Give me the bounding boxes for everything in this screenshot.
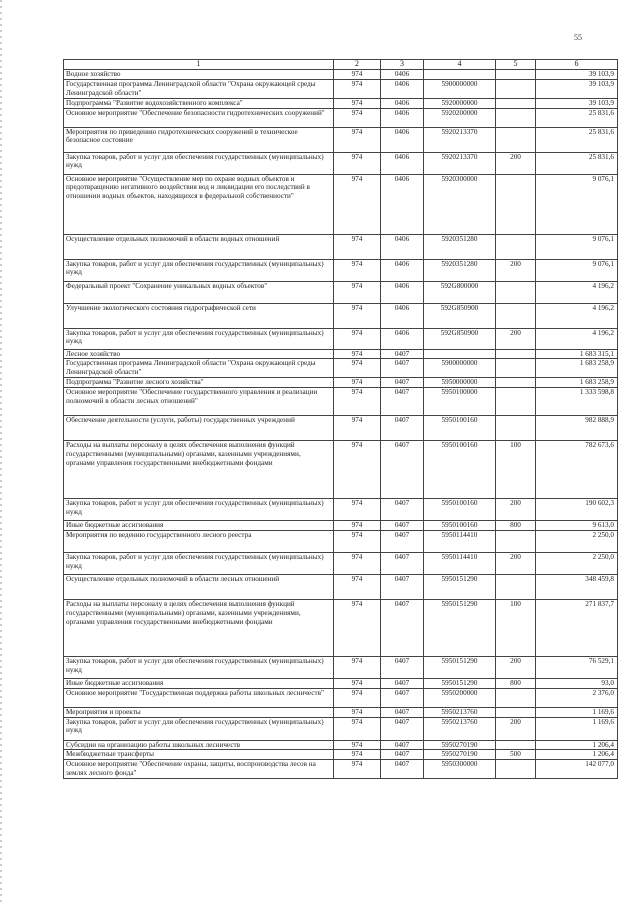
row-csr: 5950151290 bbox=[424, 574, 496, 599]
table-row bbox=[64, 416, 618, 441]
row-section: 0407 bbox=[381, 521, 424, 531]
row-vr bbox=[496, 378, 536, 388]
row-section: 0406 bbox=[381, 174, 424, 234]
row-csr: 5950000000 bbox=[424, 378, 496, 388]
row-vr: 500 bbox=[496, 750, 536, 760]
row-amount: 348 459,8 bbox=[536, 574, 618, 599]
row-section: 0406 bbox=[381, 152, 424, 174]
row-amount: 25 831,6 bbox=[536, 108, 618, 127]
row-amount: 1 206,4 bbox=[536, 740, 618, 750]
row-csr: 5950213760 bbox=[424, 717, 496, 740]
row-csr: 5920351280 bbox=[424, 234, 496, 259]
row-amount: 1 683 315,1 bbox=[536, 349, 618, 359]
row-amount: 1 683 258,9 bbox=[536, 378, 618, 388]
row-gr: 974 bbox=[334, 416, 381, 441]
row-section: 0407 bbox=[381, 378, 424, 388]
row-gr: 974 bbox=[334, 234, 381, 259]
row-csr: 5920000000 bbox=[424, 98, 496, 108]
row-amount: 93,0 bbox=[536, 678, 618, 688]
row-vr: 200 bbox=[496, 552, 536, 574]
row-vr: 800 bbox=[496, 521, 536, 531]
row-csr: 5950100160 bbox=[424, 441, 496, 499]
row-name: Иные бюджетные ассигнования bbox=[64, 678, 334, 688]
row-section: 0406 bbox=[381, 108, 424, 127]
row-section: 0407 bbox=[381, 717, 424, 740]
row-gr: 974 bbox=[334, 98, 381, 108]
row-vr bbox=[496, 281, 536, 303]
row-name: Подпрограмма "Развитие водохозяйственного комплекса" bbox=[64, 98, 334, 108]
header-col-name: 1 bbox=[64, 60, 334, 70]
row-csr: 592G850900 bbox=[424, 303, 496, 328]
row-amount: 39 103,9 bbox=[536, 79, 618, 98]
row-name: Основное мероприятие "Обеспечение безопасности гидротехнических сооружений" bbox=[64, 108, 334, 127]
row-amount: 271 837,7 bbox=[536, 599, 618, 656]
table-row bbox=[64, 552, 618, 574]
row-gr: 974 bbox=[334, 281, 381, 303]
row-gr: 974 bbox=[334, 174, 381, 234]
row-name: Основное мероприятие "Обеспечение охраны, защиты, воспроизводства лесов на землях лесного фонда" bbox=[64, 760, 334, 779]
row-amount: 190 602,3 bbox=[536, 499, 618, 521]
row-vr bbox=[496, 416, 536, 441]
table-row bbox=[64, 349, 618, 359]
row-name: Субсидии на организацию работы школьных лесничеств bbox=[64, 740, 334, 750]
row-gr: 974 bbox=[334, 707, 381, 717]
row-name: Государственная программа Ленинградской области "Охрана окружающей среды Ленинградской области" bbox=[64, 359, 334, 378]
table-row bbox=[64, 750, 618, 760]
row-vr bbox=[496, 688, 536, 707]
row-gr: 974 bbox=[334, 108, 381, 127]
table-header-row bbox=[64, 60, 618, 70]
table-row bbox=[64, 127, 618, 152]
row-amount: 142 077,0 bbox=[536, 760, 618, 779]
row-csr: 5950100160 bbox=[424, 499, 496, 521]
row-amount: 1 683 258,9 bbox=[536, 359, 618, 378]
row-gr: 974 bbox=[334, 760, 381, 779]
row-csr: 5920213370 bbox=[424, 152, 496, 174]
row-amount: 782 673,6 bbox=[536, 441, 618, 499]
table-body bbox=[64, 70, 618, 779]
table-row bbox=[64, 521, 618, 531]
row-section: 0406 bbox=[381, 234, 424, 259]
row-amount: 4 196,2 bbox=[536, 328, 618, 349]
row-name: Лесное хозяйство bbox=[64, 349, 334, 359]
row-vr: 200 bbox=[496, 499, 536, 521]
row-section: 0407 bbox=[381, 707, 424, 717]
row-vr bbox=[496, 574, 536, 599]
row-amount: 2 376,0 bbox=[536, 688, 618, 707]
row-vr bbox=[496, 359, 536, 378]
row-vr bbox=[496, 108, 536, 127]
row-amount: 2 250,0 bbox=[536, 552, 618, 574]
row-section: 0407 bbox=[381, 574, 424, 599]
row-vr: 200 bbox=[496, 717, 536, 740]
row-amount: 25 831,6 bbox=[536, 152, 618, 174]
row-amount: 76 529,1 bbox=[536, 656, 618, 678]
row-gr: 974 bbox=[334, 79, 381, 98]
row-vr: 100 bbox=[496, 441, 536, 499]
row-section: 0406 bbox=[381, 79, 424, 98]
row-csr: 5920300000 bbox=[424, 174, 496, 234]
row-amount: 9 076,1 bbox=[536, 259, 618, 281]
row-vr bbox=[496, 707, 536, 717]
row-amount: 4 196,2 bbox=[536, 303, 618, 328]
row-section: 0407 bbox=[381, 530, 424, 552]
row-name: Закупка товаров, работ и услуг для обеспечения государственных (муниципальных) нужд bbox=[64, 552, 334, 574]
row-vr bbox=[496, 303, 536, 328]
table-row bbox=[64, 599, 618, 656]
table-row bbox=[64, 359, 618, 378]
row-csr: 5950100160 bbox=[424, 416, 496, 441]
row-vr: 200 bbox=[496, 656, 536, 678]
row-gr: 974 bbox=[334, 574, 381, 599]
row-csr: 5950200000 bbox=[424, 688, 496, 707]
row-gr: 974 bbox=[334, 750, 381, 760]
row-amount: 25 831,6 bbox=[536, 127, 618, 152]
table-row bbox=[64, 688, 618, 707]
row-name: Закупка товаров, работ и услуг для обеспечения государственных (муниципальных) нужд bbox=[64, 656, 334, 678]
row-name: Мероприятия и проекты bbox=[64, 707, 334, 717]
row-name: Закупка товаров, работ и услуг для обеспечения государственных (муниципальных) нужд bbox=[64, 717, 334, 740]
table-row bbox=[64, 656, 618, 678]
row-csr: 5950100000 bbox=[424, 388, 496, 416]
row-section: 0407 bbox=[381, 678, 424, 688]
row-name: Мероприятия по приведению гидротехнических сооружений в техническое безопасное состояние bbox=[64, 127, 334, 152]
row-csr: 5900000000 bbox=[424, 359, 496, 378]
table-row bbox=[64, 678, 618, 688]
row-name: Осуществление отдельных полномочий в области лесных отношений bbox=[64, 574, 334, 599]
row-amount: 4 196,2 bbox=[536, 281, 618, 303]
row-name: Закупка товаров, работ и услуг для обеспечения государственных (муниципальных) нужд bbox=[64, 152, 334, 174]
row-vr: 200 bbox=[496, 259, 536, 281]
row-vr: 200 bbox=[496, 152, 536, 174]
row-amount: 39 103,9 bbox=[536, 98, 618, 108]
table-row bbox=[64, 234, 618, 259]
header-col-vr: 5 bbox=[496, 60, 536, 70]
table-row bbox=[64, 108, 618, 127]
table-row bbox=[64, 499, 618, 521]
row-section: 0407 bbox=[381, 760, 424, 779]
row-gr: 974 bbox=[334, 678, 381, 688]
row-csr bbox=[424, 349, 496, 359]
row-csr: 5950270190 bbox=[424, 750, 496, 760]
row-csr: 5950270190 bbox=[424, 740, 496, 750]
row-amount: 9 076,1 bbox=[536, 174, 618, 234]
table-row bbox=[64, 303, 618, 328]
row-vr bbox=[496, 760, 536, 779]
row-gr: 974 bbox=[334, 717, 381, 740]
table-row bbox=[64, 760, 618, 779]
row-gr: 974 bbox=[334, 530, 381, 552]
row-amount: 1 333 598,8 bbox=[536, 388, 618, 416]
row-name: Расходы на выплаты персоналу в целях обеспечения выполнения функций государственными (муниципальными) органами, казенными учреждениями, органами управления государственными внебюджетными фондами bbox=[64, 599, 334, 656]
row-csr: 5950114410 bbox=[424, 530, 496, 552]
row-name: Осуществление отдельных полномочий в области водных отношений bbox=[64, 234, 334, 259]
budget-table bbox=[63, 59, 618, 779]
row-section: 0406 bbox=[381, 303, 424, 328]
table-row bbox=[64, 259, 618, 281]
table-row bbox=[64, 281, 618, 303]
table-row bbox=[64, 328, 618, 349]
row-name: Государственная программа Ленинградской области "Охрана окружающей среды Ленинградской области" bbox=[64, 79, 334, 98]
row-amount: 1 169,6 bbox=[536, 707, 618, 717]
row-gr: 974 bbox=[334, 359, 381, 378]
row-section: 0407 bbox=[381, 656, 424, 678]
row-amount: 39 103,9 bbox=[536, 70, 618, 80]
table-row bbox=[64, 740, 618, 750]
row-section: 0407 bbox=[381, 688, 424, 707]
row-vr bbox=[496, 388, 536, 416]
row-gr: 974 bbox=[334, 499, 381, 521]
row-gr: 974 bbox=[334, 388, 381, 416]
row-name: Обеспечение деятельности (услуги, работы) государственных учреждений bbox=[64, 416, 334, 441]
row-vr bbox=[496, 349, 536, 359]
row-gr: 974 bbox=[334, 303, 381, 328]
header-col-gr: 2 bbox=[334, 60, 381, 70]
header-col-amount: 6 bbox=[536, 60, 618, 70]
row-csr: 5950151290 bbox=[424, 656, 496, 678]
row-gr: 974 bbox=[334, 152, 381, 174]
table-row bbox=[64, 152, 618, 174]
row-section: 0406 bbox=[381, 328, 424, 349]
row-name: Основное мероприятие "Осуществление мер по охране водных объектов и предотвращению негативного воздействия вод и ликвидации его последствий в отношении водных объектов, находящихся в федеральной собственности" bbox=[64, 174, 334, 234]
row-gr: 974 bbox=[334, 378, 381, 388]
table-row bbox=[64, 707, 618, 717]
row-csr: 592G850900 bbox=[424, 328, 496, 349]
table-row bbox=[64, 717, 618, 740]
row-section: 0407 bbox=[381, 441, 424, 499]
row-name: Закупка товаров, работ и услуг для обеспечения государственных (муниципальных) нужд bbox=[64, 259, 334, 281]
header-col-section: 3 bbox=[381, 60, 424, 70]
row-name: Мероприятия по ведению государственного лесного реестра bbox=[64, 530, 334, 552]
row-name: Основное мероприятие "Обеспечение государственного управления и реализации полномочий в области лесных отношений" bbox=[64, 388, 334, 416]
row-amount: 1 169,6 bbox=[536, 717, 618, 740]
row-name: Улучшение экологического состояния гидрографической сети bbox=[64, 303, 334, 328]
table-row bbox=[64, 574, 618, 599]
row-name: Основное мероприятие "Государственная поддержка работы школьных лесничеств" bbox=[64, 688, 334, 707]
header-col-csr: 4 bbox=[424, 60, 496, 70]
row-name: Закупка товаров, работ и услуг для обеспечения государственных (муниципальных) нужд bbox=[64, 499, 334, 521]
row-csr: 5920213370 bbox=[424, 127, 496, 152]
row-section: 0407 bbox=[381, 740, 424, 750]
table-row bbox=[64, 70, 618, 80]
row-section: 0407 bbox=[381, 349, 424, 359]
row-name: Иные бюджетные ассигнования bbox=[64, 521, 334, 531]
table-row bbox=[64, 98, 618, 108]
row-section: 0407 bbox=[381, 599, 424, 656]
row-gr: 974 bbox=[334, 656, 381, 678]
row-csr: 592G800000 bbox=[424, 281, 496, 303]
row-gr: 974 bbox=[334, 740, 381, 750]
row-gr: 974 bbox=[334, 688, 381, 707]
row-vr bbox=[496, 174, 536, 234]
row-name: Расходы на выплаты персоналу в целях обеспечения выполнения функций государственными (муниципальными) органами, казенными учреждениями, органами управления государственными внебюджетными фондами bbox=[64, 441, 334, 499]
row-gr: 974 bbox=[334, 521, 381, 531]
page-number: 55 bbox=[574, 33, 582, 42]
row-vr bbox=[496, 530, 536, 552]
row-csr bbox=[424, 70, 496, 80]
row-csr: 5920351280 bbox=[424, 259, 496, 281]
row-section: 0407 bbox=[381, 499, 424, 521]
table-row bbox=[64, 530, 618, 552]
row-gr: 974 bbox=[334, 328, 381, 349]
row-gr: 974 bbox=[334, 552, 381, 574]
row-section: 0406 bbox=[381, 70, 424, 80]
row-vr bbox=[496, 234, 536, 259]
row-vr: 100 bbox=[496, 599, 536, 656]
row-section: 0406 bbox=[381, 259, 424, 281]
row-section: 0407 bbox=[381, 359, 424, 378]
row-vr bbox=[496, 98, 536, 108]
row-amount: 2 250,0 bbox=[536, 530, 618, 552]
row-section: 0406 bbox=[381, 98, 424, 108]
row-vr bbox=[496, 740, 536, 750]
row-gr: 974 bbox=[334, 441, 381, 499]
row-gr: 974 bbox=[334, 599, 381, 656]
row-name: Водное хозяйство bbox=[64, 70, 334, 80]
row-amount: 982 888,9 bbox=[536, 416, 618, 441]
row-amount: 9 613,0 bbox=[536, 521, 618, 531]
row-section: 0407 bbox=[381, 416, 424, 441]
row-section: 0406 bbox=[381, 281, 424, 303]
table-row bbox=[64, 79, 618, 98]
row-section: 0406 bbox=[381, 127, 424, 152]
row-section: 0407 bbox=[381, 552, 424, 574]
row-csr: 5950300000 bbox=[424, 760, 496, 779]
row-amount: 9 076,1 bbox=[536, 234, 618, 259]
row-vr: 200 bbox=[496, 328, 536, 349]
row-name: Закупка товаров, работ и услуг для обеспечения государственных (муниципальных) нужд bbox=[64, 328, 334, 349]
row-csr: 5950213760 bbox=[424, 707, 496, 717]
table-row bbox=[64, 174, 618, 234]
row-section: 0407 bbox=[381, 388, 424, 416]
row-name: Межбюджетные трансферты bbox=[64, 750, 334, 760]
table-row bbox=[64, 441, 618, 499]
row-vr: 800 bbox=[496, 678, 536, 688]
row-vr bbox=[496, 70, 536, 80]
page-edge-mark bbox=[0, 0, 2, 905]
row-name: Подпрограмма "Развитие лесного хозяйства" bbox=[64, 378, 334, 388]
table-row bbox=[64, 378, 618, 388]
table-row bbox=[64, 388, 618, 416]
row-gr: 974 bbox=[334, 127, 381, 152]
row-csr: 5950151290 bbox=[424, 599, 496, 656]
row-name: Федеральный проект "Сохранение уникальных водных объектов" bbox=[64, 281, 334, 303]
row-vr bbox=[496, 79, 536, 98]
row-section: 0407 bbox=[381, 750, 424, 760]
row-amount: 1 206,4 bbox=[536, 750, 618, 760]
row-gr: 974 bbox=[334, 259, 381, 281]
row-csr: 5950151290 bbox=[424, 678, 496, 688]
row-gr: 974 bbox=[334, 70, 381, 80]
row-csr: 5950100160 bbox=[424, 521, 496, 531]
row-csr: 5900000000 bbox=[424, 79, 496, 98]
row-csr: 5950114410 bbox=[424, 552, 496, 574]
row-csr: 5920200000 bbox=[424, 108, 496, 127]
row-vr bbox=[496, 127, 536, 152]
row-gr: 974 bbox=[334, 349, 381, 359]
